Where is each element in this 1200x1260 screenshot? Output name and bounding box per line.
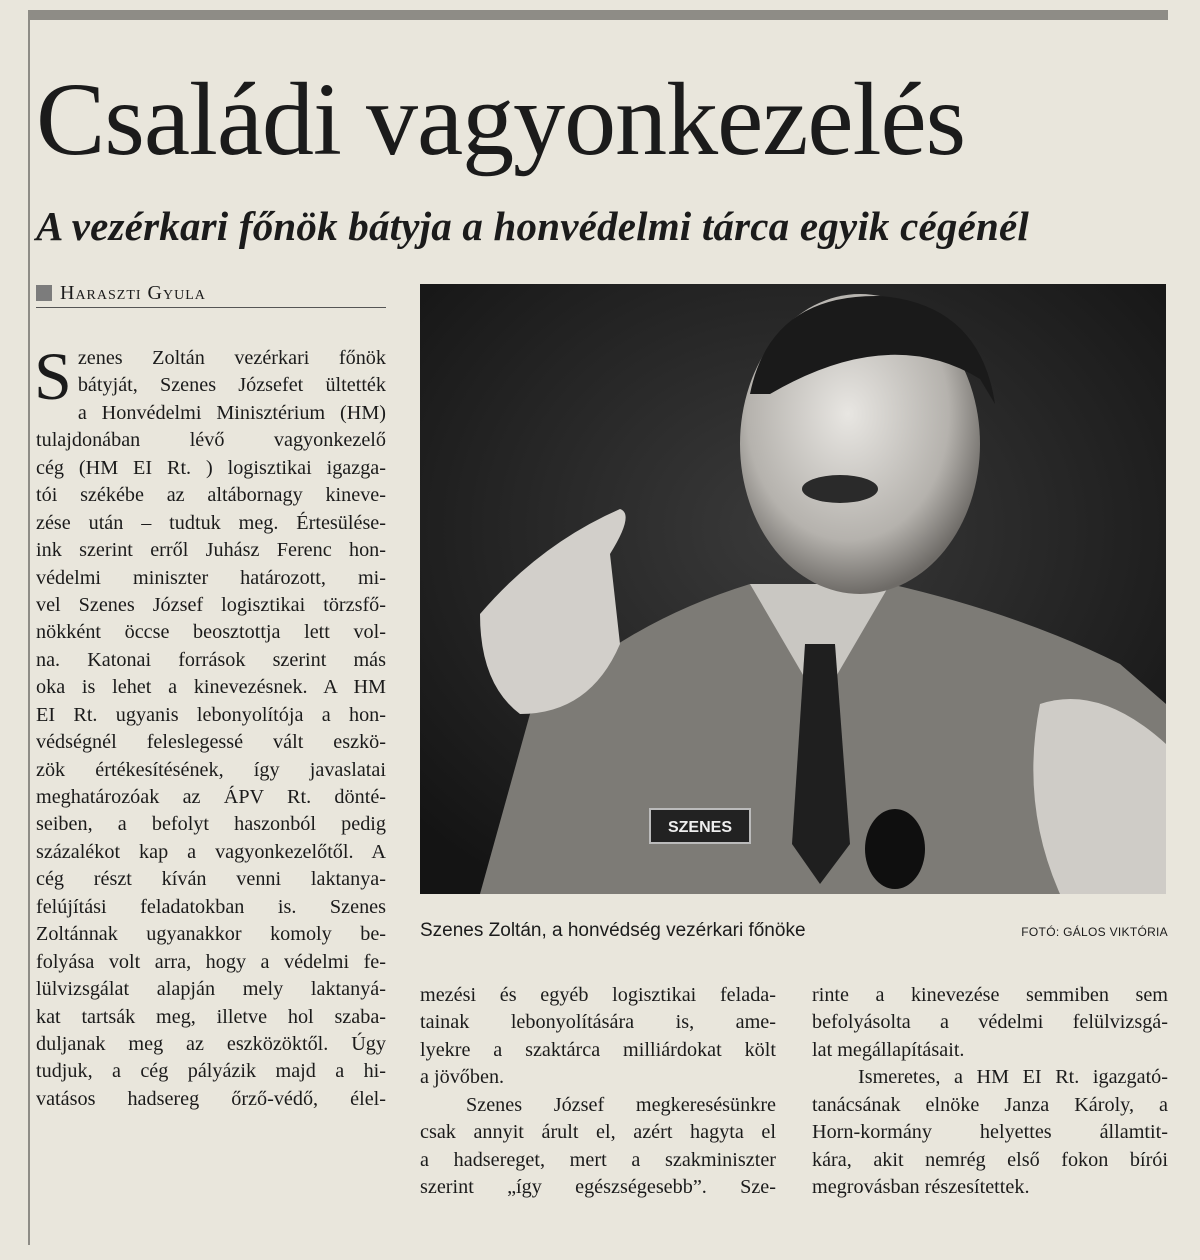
text-line: tulajdonában lévő vagyonkezelő	[36, 429, 386, 452]
photo-caption: Szenes Zoltán, a honvédség vezérkari főnöke	[420, 920, 806, 941]
text-line: lülvizsgálat alapján mely laktanyá-	[36, 978, 386, 1001]
text-line: cég részt kíván venni laktanya-	[36, 868, 386, 891]
text-line: EI Rt. ugyanis lebonyolítója a hon-	[36, 703, 386, 726]
text-line: tói székébe az altábornagy kineve-	[36, 484, 386, 507]
byline	[36, 281, 386, 308]
name-badge: SZENES	[667, 819, 733, 836]
text-line: folyása volt arra, hogy a védelmi fe-	[36, 950, 386, 973]
text-line: rinte a kinevezése semmiben sem	[812, 984, 1168, 1006]
column-3	[812, 982, 1168, 1202]
headline: Családi vagyonkezelés	[36, 62, 966, 177]
text-line: zök értékesítésének, így javaslatai	[36, 758, 386, 781]
text-line: cég (HM EI Rt. ) logisztikai igazga-	[36, 456, 386, 479]
column-1	[34, 338, 386, 1113]
text-line: százalékot kap a vagyonkezelőtől. A	[36, 840, 386, 863]
text-line: csak annyit árult el, azért hagyta el	[420, 1121, 776, 1144]
text-line: vatásos hadsereg őrző-védő, élel-	[36, 1087, 386, 1110]
text-line: a jövőben.	[420, 1066, 505, 1089]
text-line: ink szerint erről Juhász Ferenc hon-	[36, 539, 386, 562]
text-line: Ismeretes, a HM EI Rt. igazgató-	[858, 1066, 1168, 1089]
text-line: tainak lebonyolítására is, ame-	[420, 1011, 776, 1034]
text-line: befolyásolta a védelmi felülvizsgá-	[812, 1011, 1168, 1034]
text-line: szerint „így egészségesebb”. Sze-	[420, 1176, 776, 1199]
top-rule	[28, 10, 1168, 20]
text-line: mezési és egyéb logisztikai felada-	[420, 984, 776, 1006]
portrait-illustration	[420, 284, 1166, 894]
text-line: Szenes József megkeresésünkre	[466, 1093, 776, 1116]
text-line: tanácsának elnöke Janza Károly, a	[812, 1093, 1168, 1116]
text-line: seiben, a befolyt haszonból pedig	[36, 813, 386, 836]
text-line: a Honvédelmi Minisztérium (HM)	[77, 401, 386, 424]
article-photo	[420, 284, 1166, 894]
text-line: zése után – tudtuk meg. Értesülése-	[36, 511, 386, 534]
text-line: meghatározóak az ÁPV Rt. dönté-	[36, 786, 386, 808]
text-line: védelmi miniszter határozott, mi-	[36, 566, 386, 589]
text-line: nökként öccse beosztottja lett vol-	[36, 621, 386, 644]
text-line: Zoltánnak ugyanakkor komoly be-	[36, 923, 386, 946]
text-line: a hadsereget, mert a szakminiszter	[420, 1148, 776, 1171]
subheadline: A vezérkari főnök bátyja a honvédelmi tárca egyik cégénél	[36, 203, 1029, 249]
text-line: na. Katonai források szerint más	[36, 648, 386, 671]
text-line: lyekre a szaktárca milliárdokat költ	[420, 1038, 776, 1061]
text-line: duljanak meg az eszközöktől. Úgy	[36, 1032, 386, 1055]
text-line: tudjuk, a cég pályázik majd a hi-	[36, 1060, 386, 1083]
text-line: felújítási feladatokban is. Szenes	[36, 895, 386, 918]
text-line: Horn-kormány helyettes államtit-	[812, 1121, 1168, 1144]
left-rule	[28, 10, 30, 1245]
text-line: kat tartsák meg, illetve hol szaba-	[36, 1005, 386, 1028]
text-line: bátyját, Szenes Józsefet ültették	[77, 374, 386, 397]
text-line: vel Szenes József logisztikai törzsfő-	[36, 593, 386, 616]
photo-credit: FOTÓ: GÁLOS VIKTÓRIA	[1021, 925, 1168, 939]
author-name: Haraszti Gyula	[60, 282, 206, 304]
byline-square-icon	[36, 285, 52, 301]
dropcap: S	[34, 338, 72, 414]
text-line: zenes Zoltán vezérkari főnök	[77, 347, 386, 369]
text-line: kára, akit nemrég első fokon bírói	[812, 1148, 1168, 1171]
text-line: oka is lehet a kinevezésnek. A HM	[36, 676, 386, 699]
column-2	[420, 982, 776, 1202]
text-line: lat megállapításait.	[812, 1038, 965, 1061]
text-line: megrovásban részesítettek.	[812, 1176, 1030, 1199]
text-line: védségnél feleslegessé vált eszkö-	[36, 731, 386, 754]
